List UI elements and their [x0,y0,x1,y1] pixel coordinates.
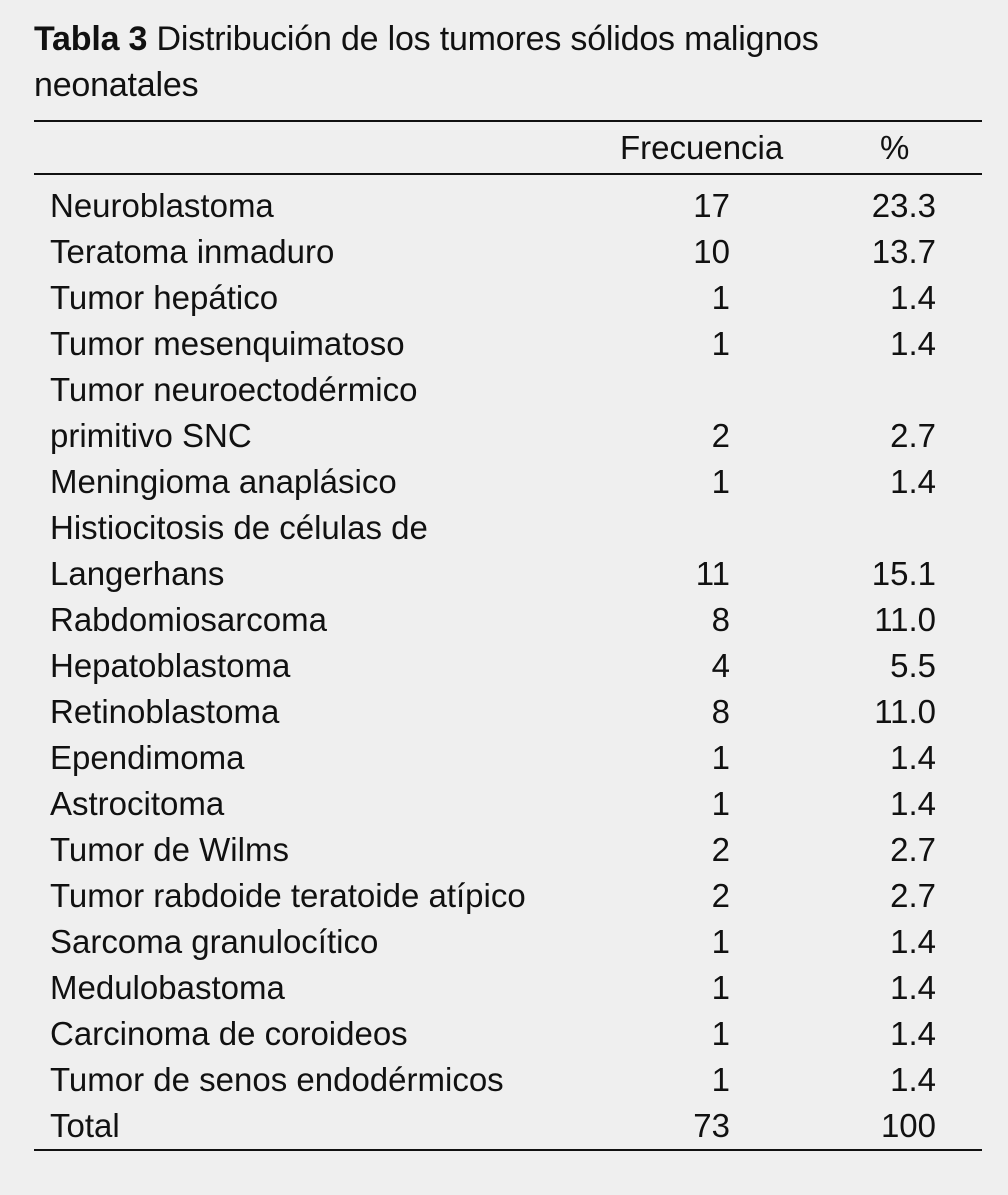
table-row [0,1011,1008,1057]
tumor-name: Sarcoma granulocítico [50,923,379,960]
total-row [0,1103,1008,1149]
frequency-value: 2 [711,831,730,868]
percent-value: 1.4 [890,279,936,316]
frequency-value: 17 [693,187,730,224]
frequency-value: 1 [711,969,730,1006]
tumor-name: Rabdomiosarcoma [50,601,327,638]
percent-value: 15.1 [871,555,936,592]
percent-value: 2.7 [890,877,936,914]
percent-value: 100 [880,1107,936,1144]
percent-value: 23.3 [871,187,936,224]
tumor-name: Tumor de senos endodérmicos [50,1061,504,1098]
frequency-value: 1 [711,463,730,500]
table-row [0,367,1008,459]
header-percent: % [880,129,910,166]
table-row [0,459,1008,505]
frequency-value: 2 [711,877,730,914]
table-row [0,643,1008,689]
tumor-name: Ependimoma [50,739,245,776]
table-row [0,321,1008,367]
table-number: Tabla 3 [34,20,148,58]
tumor-name: Tumor mesenquimatoso [50,325,405,362]
percent-value: 11.0 [874,601,936,638]
frequency-value: 1 [711,1015,730,1052]
percent-value: 2.7 [890,831,936,868]
frequency-value: 1 [711,1061,730,1098]
percent-value: 1.4 [890,325,936,362]
frequency-value: 4 [711,647,730,684]
percent-value: 1.4 [890,1061,936,1098]
table-row [0,597,1008,643]
tumor-name: Teratoma inmaduro [50,233,335,270]
tumor-name: Histiocitosis de células de Langerhans [50,509,428,592]
header-rule [34,173,982,175]
percent-value: 1.4 [890,1015,936,1052]
percent-value: 1.4 [890,463,936,500]
tumor-name: Tumor neuroectodérmico primitivo SNC [50,371,418,454]
percent-value: 1.4 [890,785,936,822]
tumor-name: Tumor de Wilms [50,831,289,868]
table-row [0,873,1008,919]
tumor-name: Tumor rabdoide teratoide atípico [50,877,526,914]
frequency-value: 2 [711,417,730,454]
table-row [0,689,1008,735]
table-row [0,965,1008,1011]
frequency-value: 11 [695,555,730,592]
table-row [0,229,1008,275]
percent-value: 13.7 [871,233,936,270]
tumor-name: Astrocitoma [50,785,225,822]
tumor-name: Tumor hepático [50,279,279,316]
table-caption [34,16,984,108]
table-row [0,275,1008,321]
table-row [0,183,1008,229]
tumor-name: Medulobastoma [50,969,285,1006]
percent-value: 2.7 [890,417,936,454]
table-row [0,505,1008,597]
percent-value: 1.4 [890,969,936,1006]
bottom-rule [34,1149,982,1151]
frequency-value: 10 [693,233,730,270]
tumor-name: Total [50,1107,120,1144]
tumor-name: Retinoblastoma [50,693,280,730]
percent-value: 5.5 [890,647,936,684]
table-row [0,781,1008,827]
frequency-value: 8 [711,693,730,730]
tumor-name: Hepatoblastoma [50,647,291,684]
percent-value: 1.4 [890,923,936,960]
table-row [0,827,1008,873]
frequency-value: 1 [711,923,730,960]
table-row [0,735,1008,781]
frequency-value: 1 [711,279,730,316]
frequency-value: 1 [711,325,730,362]
top-rule [34,120,982,122]
frequency-value: 8 [711,601,730,638]
percent-value: 11.0 [874,693,936,730]
table-title: Distribución de los tumores sólidos malignos neonatales [34,20,819,104]
header-frequency: Frecuencia [620,129,784,166]
tumor-name: Meningioma anaplásico [50,463,397,500]
frequency-value: 73 [693,1107,730,1144]
tumor-name: Neuroblastoma [50,187,274,224]
frequency-value: 1 [711,785,730,822]
table-row [0,1057,1008,1103]
percent-value: 1.4 [890,739,936,776]
table-body [0,183,1008,1149]
frequency-value: 1 [711,739,730,776]
tumor-name: Carcinoma de coroideos [50,1015,408,1052]
table-row [0,919,1008,965]
